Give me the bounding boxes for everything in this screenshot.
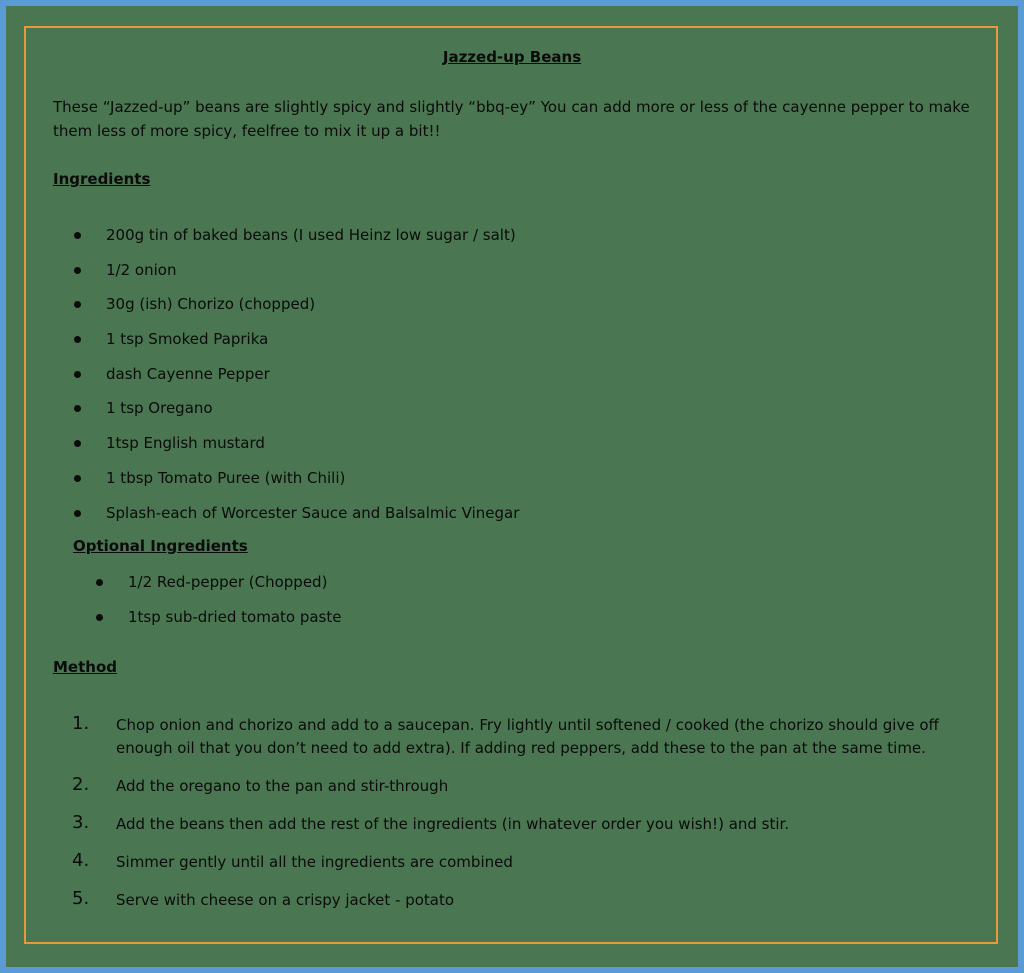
recipe-title: Jazzed-up Beans — [442, 48, 582, 66]
optional-ingredients-heading: Optional Ingredients — [73, 537, 248, 555]
bullet-icon — [74, 371, 81, 378]
method-step: 3. Add the beans then add the rest of the ingredients (in whatever order you wish!) and stir. — [72, 812, 790, 833]
method-step: 2. Add the oregano to the pan and stir-through — [72, 774, 449, 795]
bullet-icon — [74, 510, 81, 517]
bullet-icon — [74, 232, 81, 239]
recipe-page: Jazzed-up Beans These “Jazzed-up” beans are slightly spicy and slightly “bbq-ey” You can add more or less of the cayenne pepper to make them less of more spicy, feelfree to mix it up a bit!! Ingredients 200g tin of baked beans (I used Heinz low sugar / salt) 1/2 onion 30g (ish) Chorizo (chopped) 1 tsp Smoked Paprika dash Cayenne Pepper 1 tsp Oregano 1tsp English mustard 1 tbsp Tomato Puree (with Chili) Splash-each of Worcester Sauce and Balsalmic Vinegar Optional Ingredients 1/2 Red-pepper (Chopped) 1tsp sub-dried tomato paste Method 1. Chop onion and chorizo and add to a saucepan. Fry lightly until softened / cooked (the chorizo should give off enough oil that you don’t need to add extra). If adding red peppers, add these to the pan at the same time. 2. Add the oregano to the pan and stir-through 3. Add the beans then add the rest of the ingredients (in whatever order you wish!) and stir. 4. Simmer gently until all the ingredients are combined 5. Serve with cheese on a crispy jacket - potato — [6, 6, 1018, 967]
bullet-icon — [96, 579, 103, 586]
bullet-icon — [74, 267, 81, 274]
method-heading: Method — [53, 658, 117, 676]
ingredients-heading: Ingredients — [53, 170, 151, 188]
method-step: 4. Simmer gently until all the ingredients are combined — [72, 850, 513, 871]
method-step: 5. Serve with cheese on a crispy jacket - potato — [72, 888, 455, 909]
recipe-intro: These “Jazzed-up” beans are slightly spicy and slightly “bbq-ey” You can add more or less of the cayenne pepper to make them less of more spicy, feelfree to mix it up a bit!! — [53, 98, 970, 140]
method-step: 1. Chop onion and chorizo and add to a saucepan. Fry lightly until softened / cooked (the chorizo should give off enough oil that you don’t need to add extra). If adding red peppers, add these to the pan at the same time. — [72, 713, 939, 757]
bullet-icon — [96, 614, 103, 621]
bullet-icon — [74, 475, 81, 482]
method-list — [72, 714, 972, 927]
bullet-icon — [74, 336, 81, 343]
